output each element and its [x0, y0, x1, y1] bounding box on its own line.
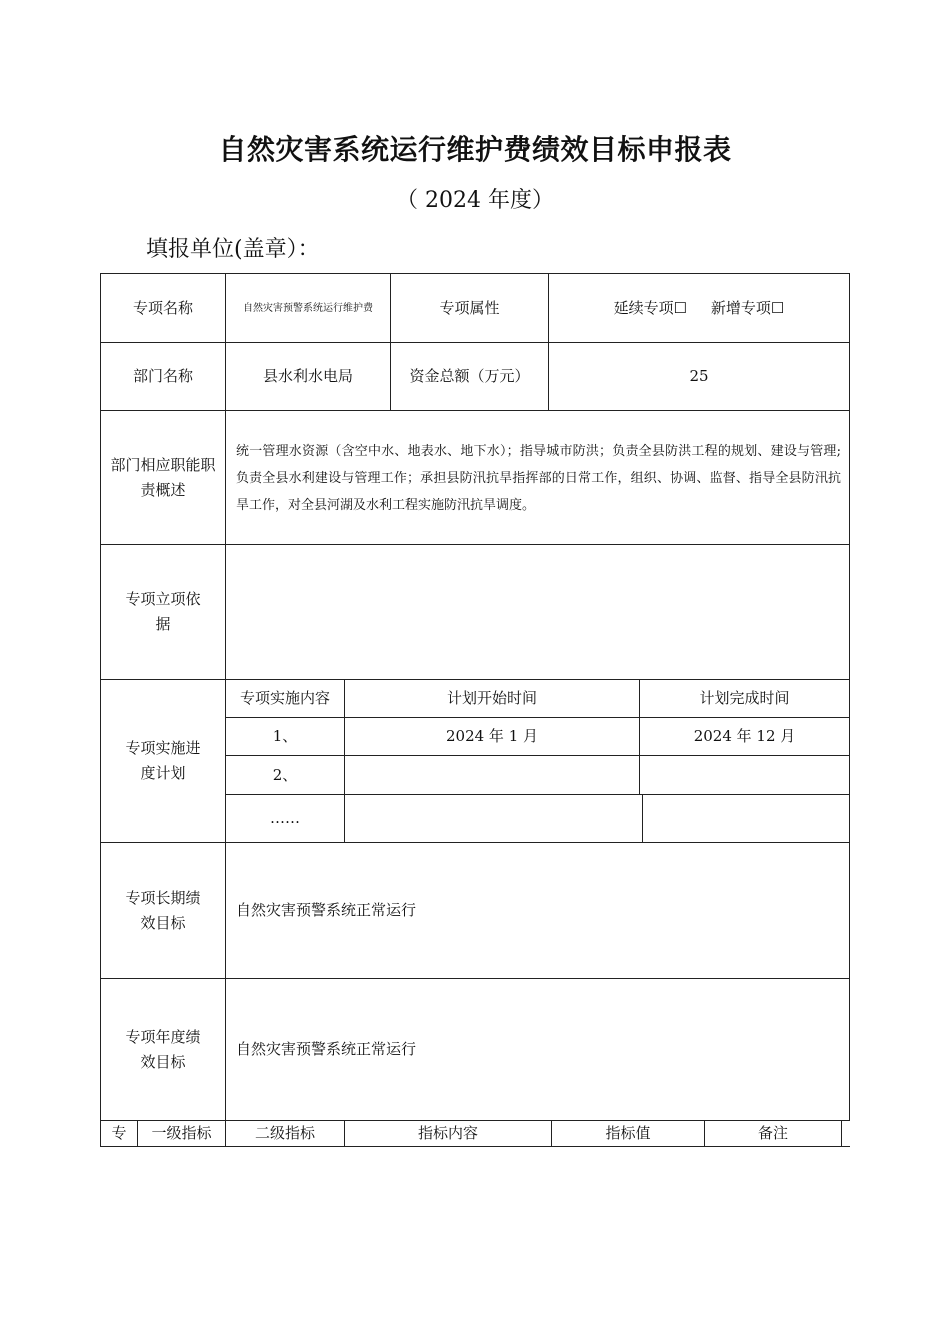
indicator-header-content: 指标内容 [417, 1124, 478, 1142]
schedule-header-end: 计划完成时间 [699, 689, 790, 707]
schedule-header-content: 专项实施内容 [239, 689, 330, 707]
annual-goal-label: 专项年度绩效目标 [125, 1027, 201, 1071]
indicator-header-level1: 一级指标 [151, 1124, 212, 1142]
schedule-label: 专项实施进度计划 [125, 739, 201, 782]
total-funds-label: 资金总额（万元） [409, 367, 530, 385]
schedule-row-1-content: 1、 [272, 727, 298, 745]
project-name-value: 自然灾害预警系统运行维护费 [243, 302, 373, 314]
schedule-row-2-end [640, 756, 849, 794]
schedule-header-start: 计划开始时间 [446, 689, 537, 707]
indicator-header-value: 指标值 [605, 1124, 651, 1142]
duty-label: 部门相应职能职责概述 [110, 455, 216, 499]
document-title: 自然灾害系统运行维护费绩效目标申报表 [218, 133, 732, 166]
basis-value [226, 545, 849, 679]
dept-name-label: 部门名称 [132, 367, 193, 385]
indicator-header-level2: 二级指标 [254, 1124, 315, 1142]
filling-unit-label: 填报单位(盖章）： [146, 237, 320, 262]
schedule-row-1-end: 2024 年 12 月 [693, 727, 796, 745]
document-year: （ 2024 年度） [396, 188, 554, 213]
schedule-row-3-content: …… [270, 809, 300, 827]
indicator-header-zhuan: 专 [111, 1124, 127, 1142]
indicator-header-remark: 备注 [757, 1124, 788, 1142]
annual-goal-value: 自然灾害预警系统正常运行 [236, 1040, 417, 1058]
project-name-label: 专项名称 [132, 298, 193, 317]
schedule-row-3-end [643, 795, 849, 842]
duty-value: 统一管理水资源（含空中水、地表水、地下水）；指导城市防洪；负责全县防洪工程的规划、建设与管理;负责全县水利建设与管理工作；承担县防汛抗旱指挥部的日常工作，组织、协调、监督、指导全县防汛抗旱工作，对全县河湖及水利工程实施防汛抗旱调度。 [236, 444, 841, 513]
schedule-row-1-start: 2024 年 1 月 [445, 727, 539, 745]
project-attr-options: 延续专项☐ 新增专项☐ [613, 298, 785, 317]
dept-name-value: 县水利水电局 [262, 367, 353, 385]
basis-label: 专项立项依据 [125, 590, 201, 633]
schedule-row-3-start [345, 795, 642, 842]
schedule-row-2-content: 2、 [272, 765, 298, 784]
schedule-row-2-start [345, 756, 639, 794]
long-goal-label: 专项长期绩效目标 [125, 888, 201, 932]
project-attr-label: 专项属性 [439, 298, 500, 317]
long-goal-value: 自然灾害预警系统正常运行 [236, 901, 417, 919]
total-funds-value: 25 [689, 367, 709, 385]
